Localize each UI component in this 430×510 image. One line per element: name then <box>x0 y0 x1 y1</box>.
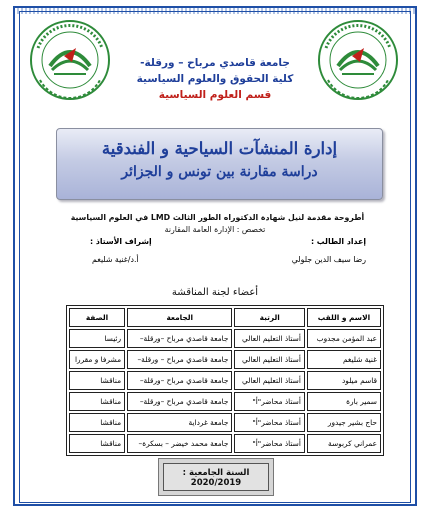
thesis-subtitle: دراسة مقارنة بين تونس و الجزائر <box>121 164 318 180</box>
member-role: مشرفا و مقررا <box>69 350 125 369</box>
member-university: جامعة قاصدي مرباح –ورقلة– <box>127 329 232 348</box>
degree-statement: أطروحة مقدمة لنيل شهادة الدكتوراه الطور الثالث LMD في العلوم السياسية <box>70 213 365 222</box>
faculty-name: كلية الحقوق والعلوم السياسية <box>136 73 294 85</box>
member-rank: أستاذ محاضر"أ" <box>234 413 304 432</box>
table-row <box>69 350 381 369</box>
member-name: عبد المؤمن مجدوب <box>307 329 381 348</box>
member-university: جامعة محمد خيضر – بسكرة– <box>127 434 232 453</box>
member-university: جامعة غرداية <box>127 413 232 432</box>
member-role: رئيسا <box>69 329 125 348</box>
prepared-by-label: إعداد الطالب : <box>310 237 366 246</box>
member-rank: أستاذ محاضر"أ" <box>234 434 304 453</box>
university-logo-left <box>28 18 112 102</box>
table-row <box>69 371 381 390</box>
member-name: حاج بشير جيدور <box>307 413 381 432</box>
member-role: مناقشا <box>69 413 125 432</box>
column-header-name: الاسم و اللقب <box>307 308 381 327</box>
department-name: قسم العلوم السياسية <box>158 89 272 101</box>
supervisor-label: إشراف الأستاذ : <box>90 237 152 246</box>
member-university: جامعة قاصدي مرباح –ورقلة– <box>127 371 232 390</box>
university-logo-right <box>316 18 400 102</box>
thesis-title: إدارة المنشآت السياحية و الفندقية <box>101 139 338 158</box>
table-row <box>69 413 381 432</box>
committee-table <box>66 305 384 456</box>
member-role: مناقشا <box>69 371 125 390</box>
academic-year-box <box>158 458 274 496</box>
member-university: جامعة قاصدي مرباح –ورقلة– <box>127 392 232 411</box>
member-name: قاسم ميلود <box>307 371 381 390</box>
academic-year: السنة الجامعية : 2020/2019 <box>182 468 250 488</box>
table-row <box>69 329 381 348</box>
university-name: جامعة قاصدي مرباح – ورقلة- <box>140 57 290 69</box>
member-name: غنية شليغم <box>307 350 381 369</box>
member-name: سمير بارة <box>307 392 381 411</box>
member-role: مناقشا <box>69 392 125 411</box>
member-rank: أستاذ التعليم العالي <box>234 350 304 369</box>
member-rank: أستاذ محاضر"أ" <box>234 392 304 411</box>
member-rank: أستاذ التعليم العالي <box>234 329 304 348</box>
column-header-rank: الرتبة <box>234 308 304 327</box>
institution-header <box>120 55 310 103</box>
supervisor-name: أ.د/غنية شليغم <box>92 255 139 264</box>
thesis-title-box <box>56 128 383 200</box>
column-header-university: الجامعة <box>127 308 232 327</box>
committee-title: أعضاء لجنة المناقشة <box>171 287 259 298</box>
student-name: رضا سيف الدين جلولي <box>291 255 366 264</box>
member-role: مناقشا <box>69 434 125 453</box>
table-header-row <box>69 308 381 327</box>
table-row <box>69 392 381 411</box>
member-rank: أستاذ التعليم العالي <box>234 371 304 390</box>
member-university: جامعة قاصدي مرباح – ورقلة– <box>127 350 232 369</box>
column-header-role: الصفة <box>69 308 125 327</box>
specialization: تخصص : الإدارة العامة المقارنة <box>164 225 266 234</box>
table-row <box>69 434 381 453</box>
member-name: عمراني كربوسة <box>307 434 381 453</box>
